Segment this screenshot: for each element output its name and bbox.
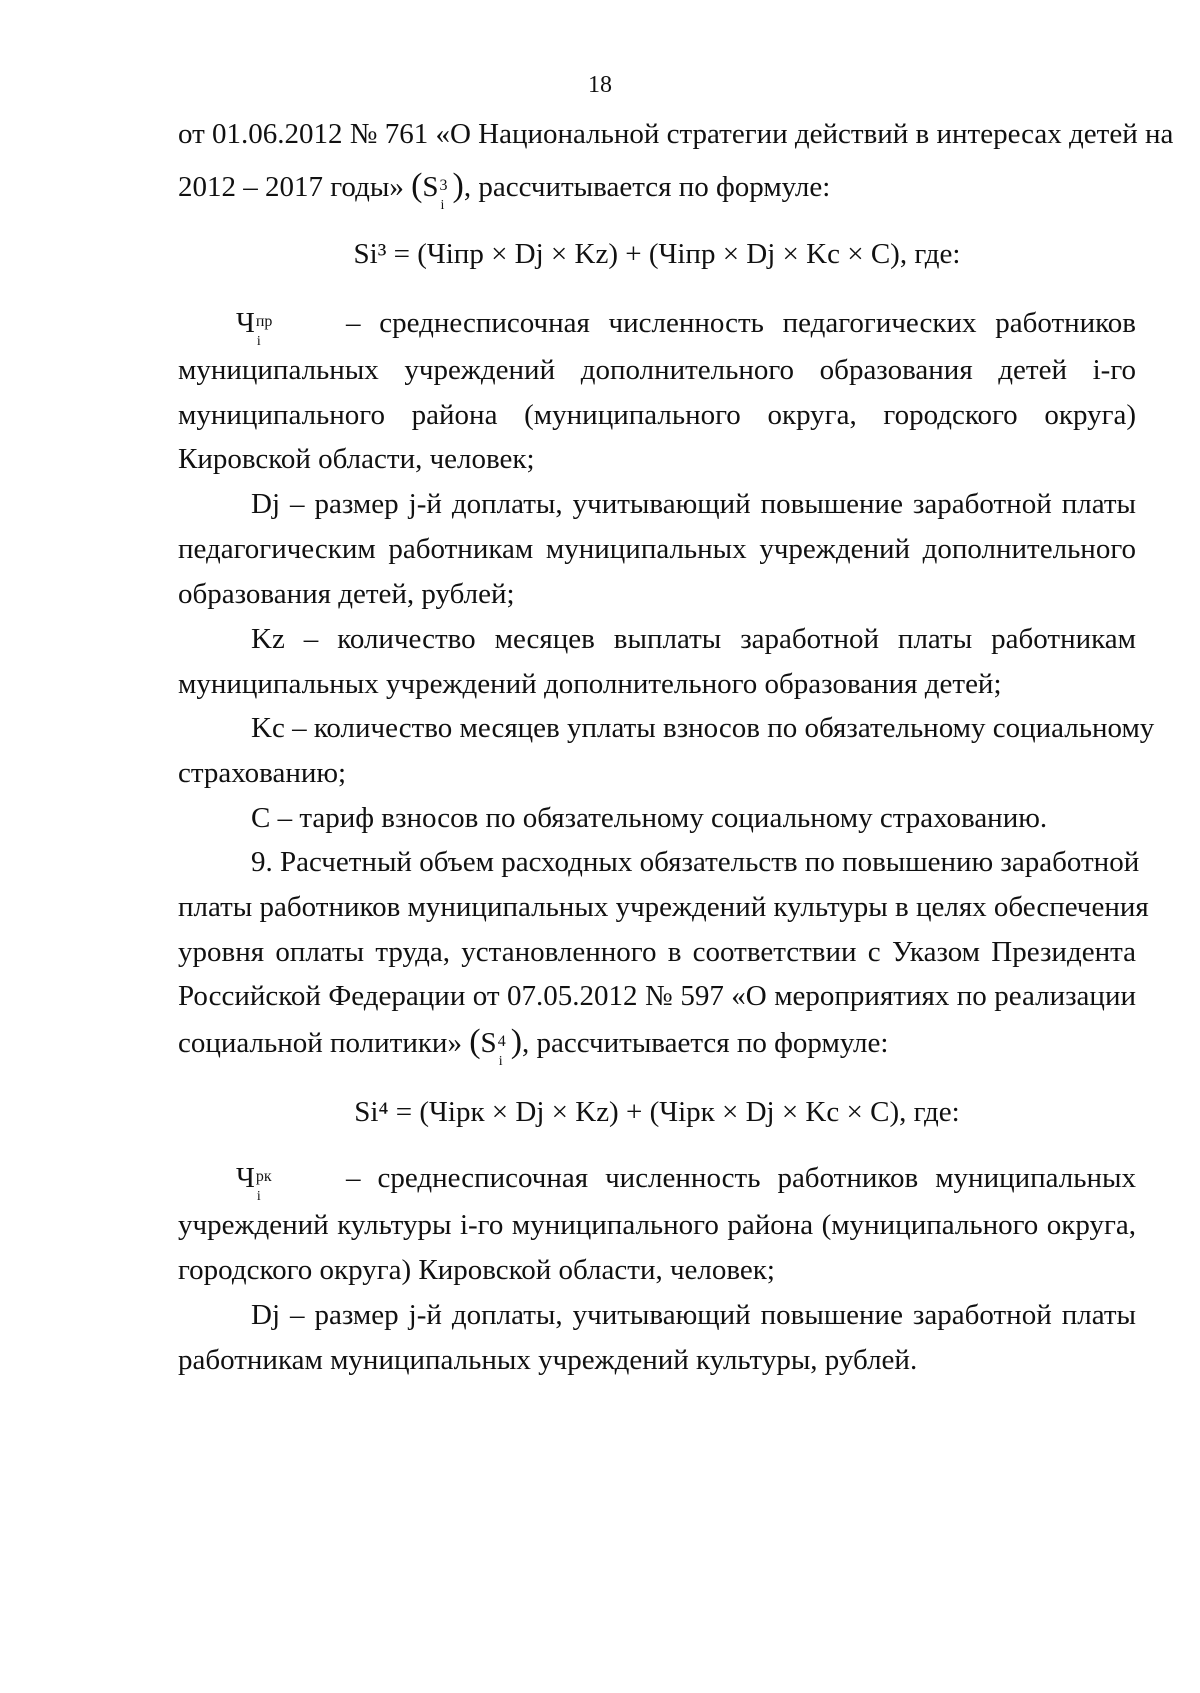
text-line: муниципальных учреждений дополнительного образования детей i-го (178, 354, 1136, 386)
text-line: Kz – количество месяцев выплаты заработной платы работникам (251, 623, 1136, 655)
text-fragment: , рассчитывается по формуле: (463, 171, 831, 203)
symbol-ch-pr: Ч пр i (236, 307, 273, 349)
text-line: учреждений культуры i-го муниципального района (муниципального округа, (178, 1209, 1136, 1241)
text-line: Кировской области, человек; (178, 443, 535, 475)
page-number: 18 (588, 72, 612, 98)
symbol-ch-rk: Ч рк i (236, 1162, 272, 1204)
text-line: страхованию; (178, 757, 347, 789)
text-line: Dj – размер j-й доплаты, учитывающий повышение заработной платы (251, 1299, 1136, 1331)
text-line: 9. Расчетный объем расходных обязательств по повышению заработной (251, 846, 1140, 878)
formula: Si⁴ = (Чiрк × Dj × Kz) + (Чiрк × Dj × Kc × C), где: (354, 1096, 960, 1128)
text-fragment: 2012 – 2017 годы» (178, 171, 404, 203)
text-line: социальной политики» (S 4 i ), рассчитывается по формуле: (178, 1023, 889, 1069)
definition-line: Ч рк i – среднесписочная численность работников муниципальных (236, 1162, 1136, 1204)
text-line: образования детей, рублей; (178, 578, 515, 610)
text-line: педагогическим работникам муниципальных учреждений дополнительного (178, 533, 1136, 565)
text-line: уровня оплаты труда, установленного в соответствии с Указом Президента (178, 936, 1136, 968)
definition-line: Ч пр i – среднесписочная численность педагогических работников (236, 307, 1136, 349)
text-line: С – тариф взносов по обязательному социальному страхованию. (251, 802, 1048, 834)
text-fragment: социальной политики» (178, 1027, 462, 1059)
text-line: городского округа) Кировской области, человек; (178, 1254, 775, 1286)
text-line: Российской Федерации от 07.05.2012 № 597 «О мероприятиях по реализации (178, 980, 1136, 1012)
text-line: 2012 – 2017 годы» (S 3 i ), рассчитывается по формуле: (178, 167, 831, 213)
text-line: от 01.06.2012 № 761 «О Национальной стратегии действий в интересах детей на (178, 118, 1174, 150)
symbol-s3: S 3 i (422, 171, 448, 213)
text-line: платы работников муниципальных учреждений культуры в целях обеспечения (178, 891, 1149, 923)
text-line: муниципальных учреждений дополнительного образования детей; (178, 668, 1002, 700)
text-line: муниципального района (муниципального округа, городского округа) (178, 399, 1136, 431)
text-line: Dj – размер j-й доплаты, учитывающий повышение заработной платы (251, 488, 1136, 520)
symbol-s4: S 4 i (480, 1027, 506, 1069)
formula: Si³ = (Чiпр × Dj × Kz) + (Чiпр × Dj × Kc × C), где: (353, 238, 961, 270)
text-line: работникам муниципальных учреждений культуры, рублей. (178, 1344, 918, 1376)
text-fragment: , рассчитывается по формуле: (522, 1027, 889, 1059)
text-line: Kc – количество месяцев уплаты взносов по обязательному социальному (251, 712, 1155, 744)
